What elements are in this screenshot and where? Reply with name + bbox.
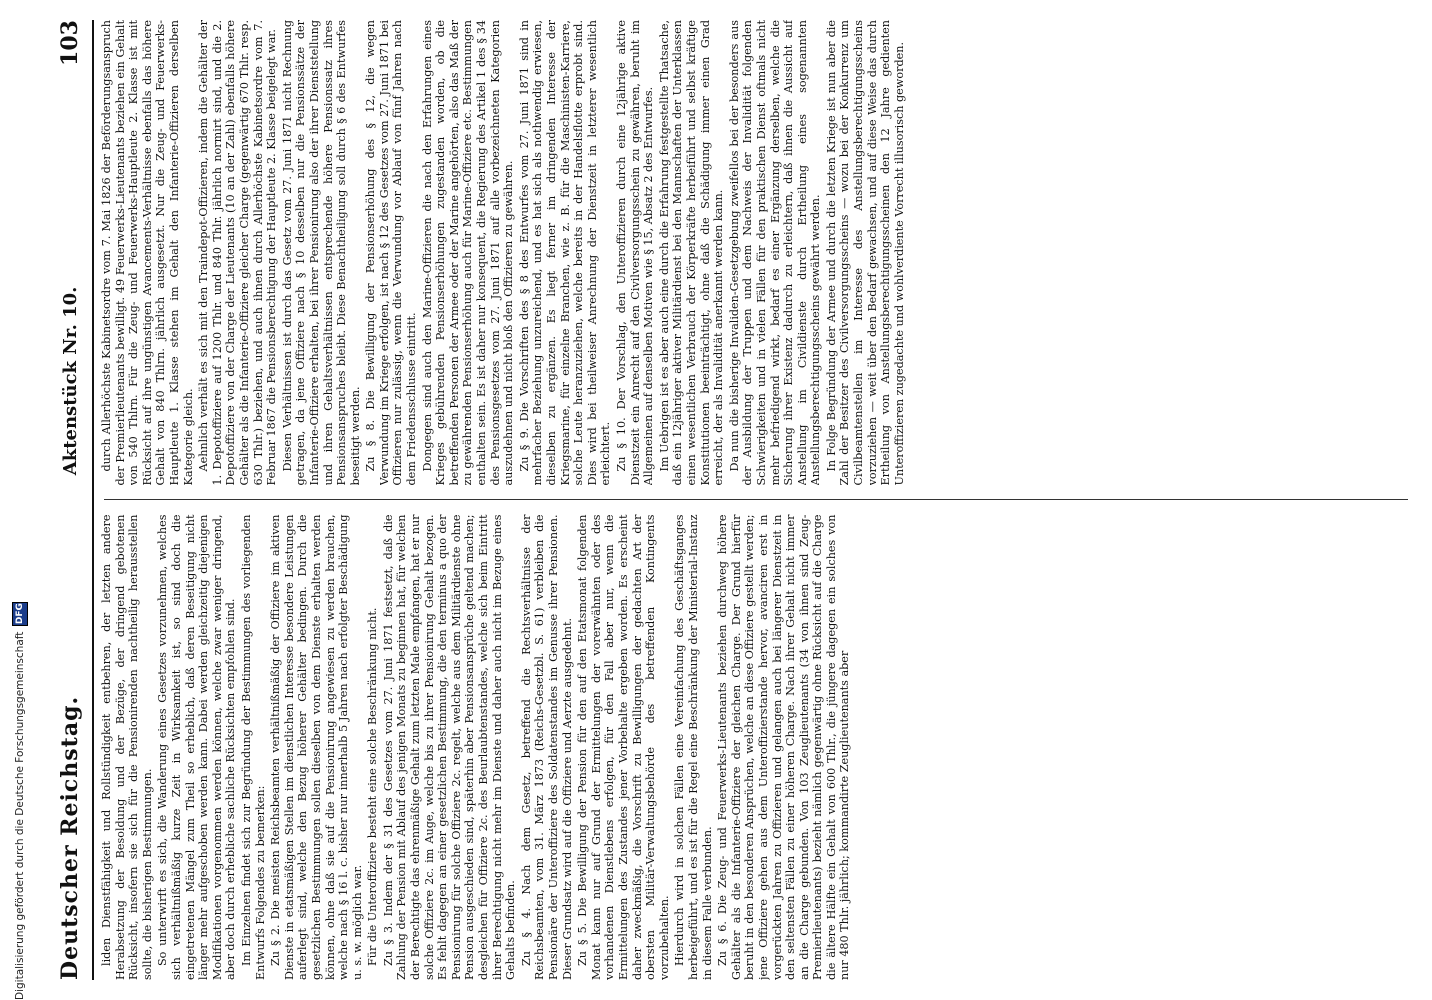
dfg-logo-icon: DFG bbox=[12, 602, 28, 626]
paragraph: Zu § 2. Die meisten Reichsbeamten verhältnißmäßig der Offiziere im aktiven Dienste in etatsmäßigen Stellen im dienstlichen Interesse besondere Leistungen auferlegt sind, welche den Bezug höherer Gehälter bedingen. Durch die gesetzlichen Bestimmungen sollen dieselben von dem Dienste erhalten werden können, ohne daß sie auf die Pensionirung angewiesen zu werden brauchen, welche nach § 16 l. c. bisher nur innerhalb 5 Jahren nach erfolgter Beschädigung u. s. w. möglich war. bbox=[269, 514, 364, 980]
footer-credit bbox=[2, 0, 38, 1000]
page-number: 103 bbox=[57, 20, 83, 66]
paragraph: Da nun die bisherige Invaliden-Gesetzgebung zweifellos bei der besonders aus der Ausbildung der Truppen und dem Nachweis der Invalidität folgenden Schwierigkeiten und in vielen Fällen für den praktischen Dienst oftmals nicht mehr befriedigend wirkt, bedarf es einer Ergänzung derselben, welche die Sicherung ihrer Existenz dadurch zu erleichtern, daß ihnen die Aussicht auf Anstellung im Civildienste durch Ertheilung eines sogenannten Anstellungsberechtigungsscheins gewährt werden. bbox=[727, 20, 823, 486]
running-head bbox=[50, 20, 90, 980]
column-divider bbox=[104, 500, 1408, 501]
paragraph: In Folge Begründung der Armee und durch die letzten Kriege ist nun aber die Zahl der Besitzer des Civilversorgungsscheins — wozu bei der Konkurrenz um Civilbeamtenstellen im Interesse des Anstellungsberechtigungsscheins vorzuziehen — weit über den Bedarf gewachsen, und auf diese Weise das durch Ertheilung von Anstellungsberechtigungsscheinen den 12 Jahre gedienten Unteroffizieren zugedachte und wohlverdiente Vorrecht illusorisch geworden. bbox=[824, 20, 906, 486]
paragraph: So unterwirft es sich, die Wanderung eines Gesetzes vorzunehmen, welches sich verhältnißmäßig kurze Zeit in Wirksamkeit ist, so sind doch die eingetretenen Mängel zum Theil so erheblich, daß deren Beseitigung nicht länger mehr aufgeschoben werden kann. Dabei werden gleichzeitig diejenigen Modifikationen vorgenommen werden können, welche zwar weniger dringend, aber doch durch erhebliche sachliche Rücksichten empfohlen sind. bbox=[156, 514, 238, 980]
paragraph: Zu § 5. Die Bewilligung der Pension für den auf den Etatsmonat folgenden Monat kann nur auf Grund der Ermittelungen der vorerwähnten oder des vorhandenen Dienstlebens erfolgen, für den Fall aber nur, wenn die Ermittelungen des Zustandes jener Vorbehalte ergeben worden. Es erscheint daher zweckmäßig, die Vorschrift zu Bewilligungen der gedachten Art der obersten Militär-Verwaltungsbehörde des betreffenden Kontingents vorzubehalten. bbox=[576, 514, 671, 980]
rotated-page bbox=[40, 0, 1432, 1000]
footer-strip bbox=[0, 0, 40, 1000]
text-columns bbox=[100, 20, 1412, 980]
paragraph: Zu § 8. Die Bewilligung der Pensionserhöhung des § 12, die wegen Verwundung im Kriege erfolgen, ist nach § 12 des Gesetzes vom 27. Juni 1871 bei Offizieren nur zulässig, wenn die Verwundung vor Ablauf von fünf Jahren nach dem Friedensschlusse eintritt. bbox=[364, 20, 419, 486]
paragraph: Zu § 3. Indem der § 31 des Gesetzes vom 27. Juni 1871 festsetzt, daß die Zahlung der Pension mit Ablauf des jenigen Monats zu beginnen hat, für welchen der Berechtigte das ehrenmäßige Gehalt zum letzten Male empfangen, hat er nur solche Offiziere 2c. im Auge, welche bis zu ihrer Pensionirung Gehalt bezogen. Es fehlt dagegen an einer gesetzlichen Bestimmung, die den terminus a quo der Pensionirung für solche Offiziere 2c. regelt, welche aus dem Militärdienste ohne Pension ausgeschieden sind, späterhin aber Pensionsansprüche geltend machen; desgleichen für Offiziere 2c. des Beurlaubtenstandes, welche sich beim Eintritt ihrer Berechtigung nicht mehr im Dienste und daher auch nicht im Bezuge eines Gehalts befinden. bbox=[381, 514, 518, 980]
paragraph: Zu § 4. Nach dem Gesetz, betreffend die Rechtsverhältnisse der Reichsbeamten, vom 31. März 1873 (Reichs-Gesetzbl. S. 61) verbleiben die Pensionäre der Unteroffiziere des Soldatenstandes im Genusse ihrer Pensionen. Dieser Grundsatz wird auf die Offiziere und Aerzte ausgedehnt. bbox=[519, 514, 574, 980]
paragraph: Für die Unteroffiziere besteht eine solche Beschränkung nicht. bbox=[366, 607, 380, 966]
paragraph: Hierdurch wird in solchen Fällen eine Vereinfachung des Geschäftsganges herbeigeführt, und es ist für die Regel eine Beschränkung der Ministerial-Instanz in diesem Falle verbunden. bbox=[673, 514, 714, 980]
paragraph: Diesen Verhältnissen ist durch das Gesetz vom 27. Juni 1871 nicht Rechnung getragen, da jene Offiziere nach § 10 desselben nur die Pensionssätze der Infanterie-Offiziere erhalten, bei ihrer Pensionirung also der ihrer Dienststellung und ihren Gehaltsverhältnissen entsprechende höhere Pensionssatz ihres Pensionsanspruches bleibt. Diese Benachtheiligung soll durch § 6 des Entwurfes beseitigt werden. bbox=[280, 20, 362, 486]
paragraph: Im Uebrigen ist es aber auch eine durch die Erfahrung festgestellte Thatsache, daß ein 12jähriger aktiver Militärdienst bei den Mannschaften der Unterklassen einen wesentlichen Verbrauch der Körperkräfte herbeiführt und selbst kräftige Konstitutionen beeinträchtigt, ohne daß die Schädigung immer einen Grad erreicht, der als Invalidität anerkannt werden kann. bbox=[657, 20, 726, 486]
paragraph: Zu § 10. Der Vorschlag, den Unteroffizieren durch eine 12jährige aktive Dienstzeit ein Anrecht auf den Civilversorgungsschein zu gewähren, beruht im Allgemeinen auf denselben Motiven wie § 15, Absatz 2 des Entwurfes. bbox=[614, 20, 656, 486]
paragraph: Aehnlich verhält es sich mit den Traindepot-Offizieren, indem die Gehälter der 1. Depotoffiziere auf 1200 Thlr. und 840 Thlr. jährlich normirt sind, und die 2. Depotoffiziere von der Charge der Lieutenants (10 an der Zahl) ebenfalls höhere Gehälter als die Infanterie-Offiziere gleicher Charge (gegenwärtig 670 Thlr. resp. 630 Thlr.) beziehen, und auch ihnen durch Allerhöchste Kabinetsordre vom 7. Februar 1867 die Pensionsberechtigung der Hauptleute 2. Klasse beigelegt war. bbox=[197, 20, 279, 486]
paragraph: durch Allerhöchste Kabinetsordre vom 7. Mai 1826 der Beförderungsanspruch der Premierlieutenants bewilligt. 49 Feuerwerks-Lieutenants beziehen ein Gehalt von 540 Thlrn. Für die Zeug- und Feuerwerks-Hauptleute 2. Klasse ist mit Rücksicht auf ihre ungünstigen Avancements-Verhältnisse ebenfalls das höhere Gehalt von 840 Thlrn. jährlich ausgesetzt. Nur die Zeug- und Feuerwerks-Hauptleute 1. Klasse stehen im Gehalt den Infanterie-Offizieren derselben Kategorie gleich. bbox=[100, 20, 195, 486]
header-rule bbox=[92, 20, 94, 980]
paragraph: liden Dienstfähigkeit und Rollstündigkeit entbehren, der letzten andere Herabsetzung der Besoldung und der Bezüge, der dringend gebotenen Rücksicht, insofern sie sich für die Pensionirenden nachtheilig herausstellen sollte, die bisherigen Bestimmungen. bbox=[100, 514, 154, 980]
column-right bbox=[100, 20, 1412, 486]
paragraph: Zu § 9. Die Vorschriften des § 8 des Entwurfes vom 27. Juni 1871 sind in mehrfacher Beziehung unzureichend, und es hat sich als nothwendig erwiesen, dieselben zu ergänzen. Es liegt ferner im dringenden Interesse der Kriegsmarine, für einzelne Branchen, wie z. B. für die Maschinisten-Karriere, solche Leute heranzuziehen, welche bereits in der Handelsflotte erprobt sind. Dies wird bei theilweiser Anrechnung der Dienstzeit in letzterer wesentlich erleichtert. bbox=[517, 20, 613, 486]
footer-credit-text: Digitalisierung gefördert durch die Deutsche Forschungsgemeinschaft bbox=[14, 631, 26, 1000]
page bbox=[40, 0, 1432, 1000]
paragraph: Zu § 6. Die Zeug- und Feuerwerks-Lieutenants beziehen durchweg höhere Gehälter als die Infanterie-Offiziere der gleichen Charge. Der Grund hierfür beruht in den besonderen Ansprüchen, welche an diese Offiziere gestellt werden; jene Offiziere gehen aus dem Unteroffizierstande hervor, avanciren erst in vorgerückten Jahren zu Offizieren und gelangen auch bei längerer Dienstzeit in den seltensten Fällen zu einer höheren Charge. Nach ihrer Gehalt nicht immer an die Charge gebunden. Von 103 Zeuglieutenants (34 von ihnen sind Zeug-Premierlieutenants) bezieht nämlich gegenwärtig ohne Rücksicht auf die Charge die ältere Hälfte ein Gehalt von 600 Thlr., die jüngere dagegen ein solches von nur 480 Thlr. jährlich; kommandirte Zeuglieutenants aber bbox=[716, 514, 852, 980]
column-left bbox=[100, 515, 1412, 981]
paragraph: Dongegen sind auch den Marine-Offizieren die nach den Erfahrungen eines Krieges gebührenden Pensionserhöhungen zugestanden worden, ob die betreffenden Personen der Armee oder der Marine angehörten, also das Maß der zu gewährenden Pensionserhöhung auch für Marine-Offiziere etc. Bestimmungen enthalten sein. Es ist daher nur konsequent, die Regierung des Artikel 1 des § 34 des Pensionsgesetzes vom 27. Juni 1871 auf alle vorbezeichneten Kategorien auszudehnen und nicht bloß den Offizieren zu gewähren. bbox=[420, 20, 516, 486]
paragraph: Im Einzelnen findet sich zur Begründung der Bestimmungen des vorliegenden Entwurfs Folgendes zu bemerken: bbox=[239, 514, 267, 980]
journal-title: Deutscher Reichstag. bbox=[57, 695, 83, 980]
document-number: Aktenstück Nr. 10. bbox=[59, 286, 81, 476]
